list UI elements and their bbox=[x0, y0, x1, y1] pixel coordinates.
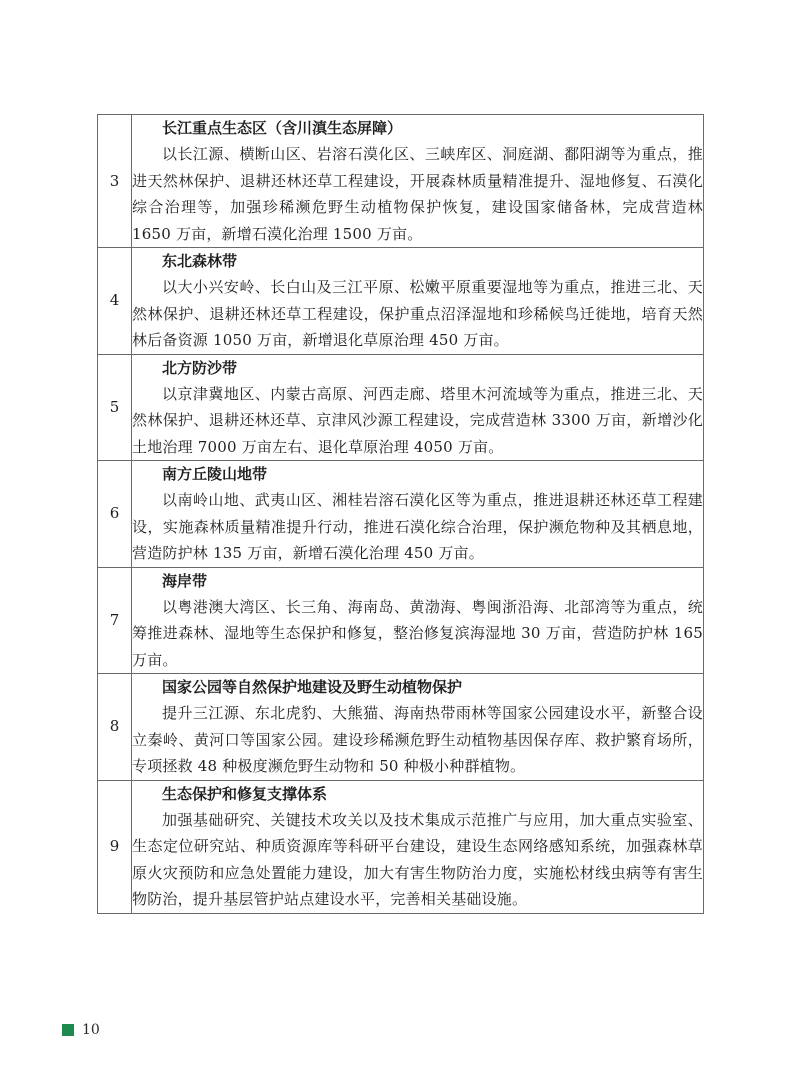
row-title: 长江重点生态区（含川滇生态屏障） bbox=[162, 119, 403, 137]
ecological-projects-table bbox=[97, 114, 704, 914]
table-row bbox=[98, 461, 704, 568]
table-row bbox=[98, 115, 704, 248]
row-body: 提升三江源、东北虎豹、大熊猫、海南热带雨林等国家公园建设水平，新整合设立秦岭、黄河口等国家公园。建设珍稀濒危野生动植物基因保存库、救护繁育场所，专项拯救 48 种极度濒危野生动物和 50 种极小种群植物。 bbox=[132, 704, 703, 775]
row-content bbox=[132, 354, 704, 461]
row-number: 4 bbox=[98, 248, 132, 355]
table-row bbox=[98, 780, 704, 913]
row-number: 7 bbox=[98, 567, 132, 674]
row-content bbox=[132, 780, 704, 913]
page-marker-square bbox=[62, 1024, 74, 1036]
row-body: 以京津冀地区、内蒙古高原、河西走廊、塔里木河流域等为重点，推进三北、天然林保护、退耕还林还草、京津风沙源工程建设，完成营造林 3300 万亩，新增沙化土地治理 7000 万亩左右、退化草原治理 4050 万亩。 bbox=[132, 384, 703, 456]
row-number: 9 bbox=[98, 780, 132, 913]
row-title: 生态保护和修复支撑体系 bbox=[162, 784, 328, 803]
row-content bbox=[132, 674, 704, 781]
row-title: 国家公园等自然保护地建设及野生动植物保护 bbox=[162, 678, 463, 696]
row-content bbox=[132, 461, 704, 568]
row-number: 8 bbox=[98, 674, 132, 781]
row-title: 海岸带 bbox=[162, 571, 208, 590]
page-number: 10 bbox=[82, 1022, 100, 1038]
row-content bbox=[132, 567, 704, 674]
table-row bbox=[98, 248, 704, 355]
row-body: 以长江源、横断山区、岩溶石漠化区、三峡库区、洞庭湖、鄱阳湖等为重点，推进天然林保护、退耕还林还草工程建设，开展森林质量精准提升、湿地修复、石漠化综合治理等，加强珍稀濒危野生动植物保护恢复，建设国家储备林，完成营造林 1650 万亩，新增石漠化治理 1500 万亩。 bbox=[132, 145, 703, 243]
row-title: 南方丘陵山地带 bbox=[162, 465, 268, 483]
row-title: 北方防沙带 bbox=[162, 358, 238, 377]
row-number: 6 bbox=[98, 461, 132, 568]
row-number: 3 bbox=[98, 115, 132, 248]
row-body: 以南岭山地、武夷山区、湘桂岩溶石漠化区等为重点，推进退耕还林还草工程建设，实施森林质量精准提升行动，推进石漠化综合治理，保护濒危物种及其栖息地，营造防护林 135 万亩，新增石漠化治理 450 万亩。 bbox=[132, 491, 703, 562]
table-row bbox=[98, 567, 704, 674]
row-title: 东北森林带 bbox=[162, 252, 238, 270]
row-body: 加强基础研究、关键技术攻关以及技术集成示范推广与应用，加大重点实验室、生态定位研究站、种质资源库等科研平台建设，建设生态网络感知系统，加强森林草原火灾预防和应急处置能力建设，加大有害生物防治力度，实施松材线虫病等有害生物防治，提升基层管护站点建设水平，完善相关基础设施。 bbox=[132, 810, 703, 908]
row-content bbox=[132, 248, 704, 355]
row-number: 5 bbox=[98, 354, 132, 461]
row-body: 以粤港澳大湾区、长三角、海南岛、黄渤海、粤闽浙沿海、北部湾等为重点，统筹推进森林、湿地等生态保护和修复，整治修复滨海湿地 30 万亩，营造防护林 165 万亩。 bbox=[132, 597, 703, 669]
row-body: 以大小兴安岭、长白山及三江平原、松嫩平原重要湿地等为重点，推进三北、天然林保护、退耕还林还草工程建设，保护重点沼泽湿地和珍稀候鸟迁徙地，培育天然林后备资源 1050 万亩，新增退化草原治理 450 万亩。 bbox=[132, 278, 703, 349]
table-row bbox=[98, 354, 704, 461]
row-content bbox=[132, 115, 704, 248]
table-row bbox=[98, 674, 704, 781]
